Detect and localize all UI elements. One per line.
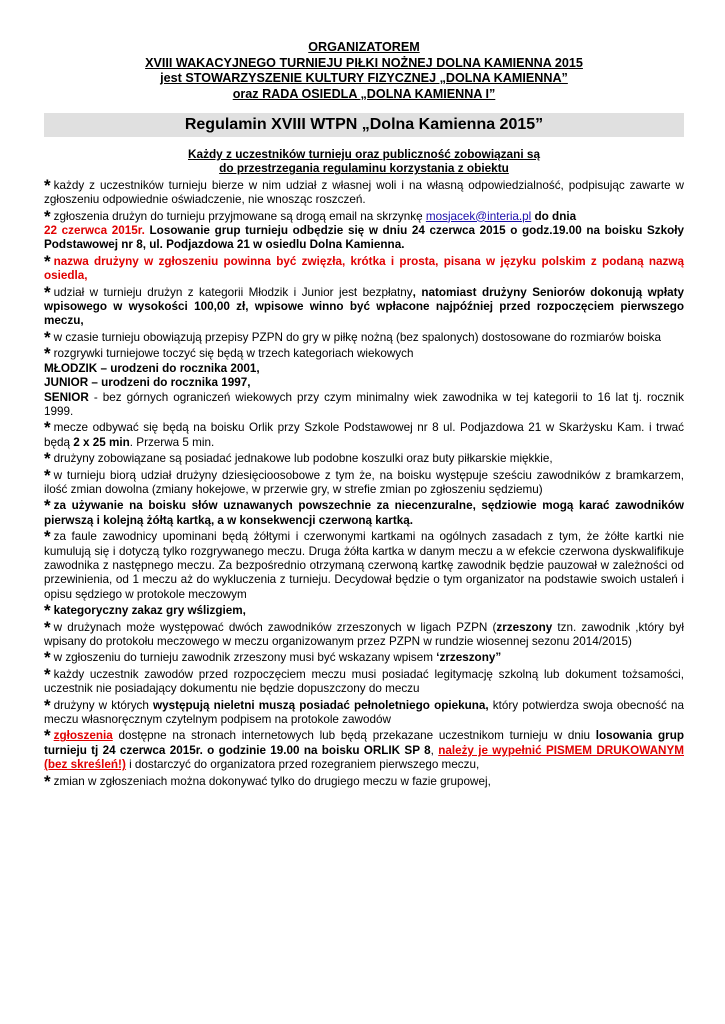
rule-item: * zgłoszenia dostępne na stronach internetowych lub będą przekazane uczestnikom turnieju w dniu losowania grup turnieju tj 24 czerwca 2015r. o godzinie 19.00 na boisku ORLIK SP 8, należy je wypełnić PISMEM DRUKOWANYM (bez skreśleń!) i dostarczyć do organizatora przed rozegraniem pierwszego meczu, <box>44 726 685 772</box>
rule-item: * drużyny w których występują nieletni muszą posiadać pełnoletniego opiekuna, który potwierdza swoja obecność na meczu własnoręcznym czytelnym podpisem na protokole zawodów <box>44 695 684 727</box>
rule-item: * w czasie turnieju obowiązują przepisy PZPN do gry w piłkę nożną (bez spalonych) dostosowane do rozmiarów boiska <box>44 327 662 347</box>
organizer-heading: ORGANIZATOREM <box>308 40 420 54</box>
bullet-star: * <box>44 664 51 684</box>
bullet-star: * <box>44 771 51 791</box>
bullet-star: * <box>44 496 51 516</box>
email-link[interactable]: mosjacek@interia.pl <box>425 209 532 223</box>
tournament-name: XVIII WAKACYJNEGO TURNIEJU PIŁKI NOŻNEJ DOLNA KAMIENNA 2015 <box>145 55 583 70</box>
rule-item: * za faule zawodnicy upominani będą żółtymi i czerwonymi kartkami na ogólnych zasadach z tym, że żółte kartki nie kumulują się i dotyczą tylko rozgrywanego meczu. Druga żółta kartka w danym meczu a w efekcie czerwona dyskwalifikuje zawodnika z następnego meczu. Za bezpośrednio otrzymaną czerwoną kartkę zawodnik będzie pauzował w zależności od przewinienia, od 1 meczu aż do wykluczenia z turnieju. Decydował będzie o tym organizator na podstawie swoich ustaleń i opisu sędziego w protokole meczowym <box>44 527 684 601</box>
rule-item: * drużyny zobowiązane są posiadać jednakowe lub podobne koszulki oraz buty piłkarskie miękkie, <box>44 449 553 469</box>
bullet-star: * <box>44 465 51 485</box>
category-senior: SENIOR - bez górnych ograniczeń wiekowych przy czym minimalny wiek zawodnika w tej kategorii to 16 lat tj. rocznik 1999. <box>44 390 684 418</box>
bullet-star: * <box>44 449 51 469</box>
rule-item: * za używanie na boisku słów uznawanych powszechnie za niecenzuralne, sędziowie mogą karać zawodników pierwszą i kolejną żółtą kartką, a w konsekwencji czerwoną kartką. <box>44 496 684 527</box>
bullet-star: * <box>44 648 51 668</box>
bullet-star: * <box>44 327 51 347</box>
rule-item: * mecze odbywać się będą na boisku Orlik przy Szkole Podstawowej nr 8 ul. Podjazdowa 21 w Skarżysku Kam. i trwać będą 2 x 25 min. Przerwa 5 min. <box>44 418 684 449</box>
bullet-star: * <box>44 282 51 302</box>
rule-item: * kategoryczny zakaz gry wślizgiem, <box>44 601 246 621</box>
subtitle-line-1: Każdy z uczestników turnieju oraz publiczność zobowiązani są <box>188 147 540 161</box>
subtitle-line-2: do przestrzegania regulaminu korzystania z obiektu <box>219 161 509 176</box>
bullet-star: * <box>44 726 51 746</box>
deadline-date: 22 czerwca 2015r. <box>44 224 145 238</box>
organizer-council: oraz RADA OSIEDLA „DOLNA KAMIENNA I” <box>232 86 496 101</box>
category-junior: JUNIOR – urodzeni do rocznika 1997, <box>44 376 251 390</box>
bullet-star: * <box>44 251 51 271</box>
category-mlodzik: MŁODZIK – urodzeni do rocznika 2001, <box>44 361 260 375</box>
bullet-star: * <box>44 617 51 637</box>
rule-item: * w turnieju biorą udział drużyny dziesięcioosobowe z tym że, na boisku występuje sześciu zawodników z bramkarzem, ilość zmian dowolna (zmiany hokejowe, w przerwie gry, w strefie zmian po zgłoszeniu sędziemu) <box>44 465 684 496</box>
bullet-star: * <box>44 527 51 547</box>
document-page <box>44 40 684 791</box>
bullet-star: * <box>44 175 51 195</box>
rule-item: * zgłoszenia drużyn do turnieju przyjmowane są drogą email na skrzynkę mosjacek@interia.pl do dnia 22 czerwca 2015r. Losowanie grup turnieju odbędzie się w dniu 24 czerwca 2015 o godz.19.00 na boisku Szkoły Podstawowej nr 8, ul. Podjazdowa 21 w osiedlu Dolna Kamienna. <box>44 206 684 252</box>
bullet-star: * <box>44 344 51 364</box>
rules-list <box>44 175 685 791</box>
rule-item: * w zgłoszeniu do turnieju zawodnik zrzeszony musi być wskazany wpisem ‘zrzeszony” <box>44 648 502 668</box>
rule-item: * udział w turnieju drużyn z kategorii Młodzik i Junior jest bezpłatny, natomiast drużyny Seniorów dokonują wpłaty wpisowego w wysokości 100,00 zł, wpisowe winno być wpłacone najpóźniej przed rozpoczęciem pierwszego meczu, <box>44 282 684 328</box>
rule-item: * każdy z uczestników turnieju bierze w nim udział z własnej woli i na własną odpowiedzialność, podpisując zawarte w zgłoszeniu odpowiednie oświadczenie, nie wnosząc roszczeń. <box>44 175 684 207</box>
rule-item: * rozgrywki turniejowe toczyć się będą w trzech kategoriach wiekowych MŁODZIK – urodzeni do rocznika 2001, JUNIOR – urodzeni do rocznika 1997, SENIOR - bez górnych ograniczeń wiekowych przy czym minimalny wiek zawodnika w tej kategorii to 16 lat tj. rocznik 1999. <box>44 344 684 418</box>
document-title: Regulamin XVIII WTPN „Dolna Kamienna 2015” <box>44 113 684 137</box>
bullet-star: * <box>44 601 51 621</box>
bullet-star: * <box>44 418 51 438</box>
bullet-star: * <box>44 695 51 715</box>
organizer-association: jest STOWARZYSZENIE KULTURY FIZYCZNEJ „DOLNA KAMIENNA” <box>160 71 568 85</box>
rule-item: * każdy uczestnik zawodów przed rozpoczęciem meczu musi posiadać legitymację szkolną lub dokument tożsamości, uczestnik nie posiadający dokumentu nie będzie dopuszczony do meczu <box>44 664 684 696</box>
rule-item: * nazwa drużyny w zgłoszeniu powinna być zwięzła, krótka i prosta, pisana w języku polskim z podaną nazwą osiedla, <box>44 251 684 283</box>
bullet-star: * <box>44 206 51 226</box>
rule-item: * zmian w zgłoszeniach można dokonywać tylko do drugiego meczu w fazie grupowej, <box>44 771 491 791</box>
rule-item: * w drużynach może występować dwóch zawodników zrzeszonych w ligach PZPN (zrzeszony tzn. zawodnik ,który był wpisany do protokołu meczowego w meczu organizowanym przez PZPN w rundzie wiosennej sezonu 2014/2015) <box>44 617 684 648</box>
